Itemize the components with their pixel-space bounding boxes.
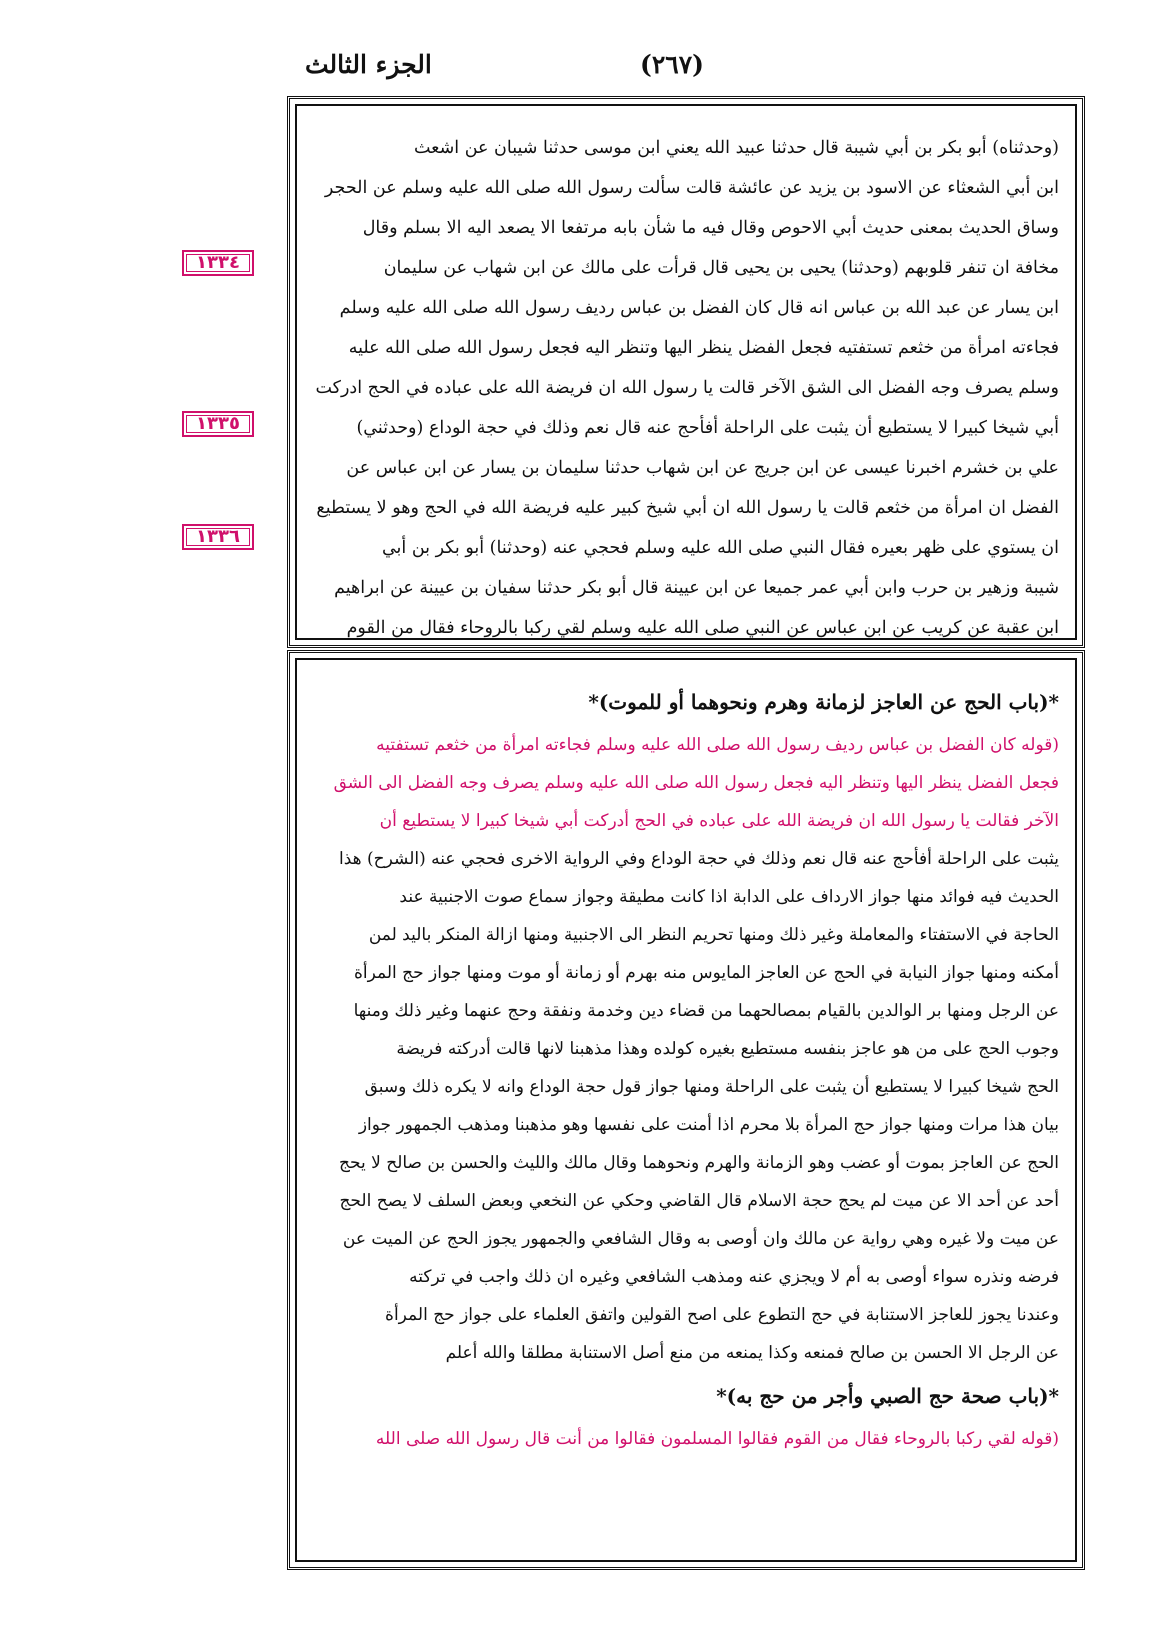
hadith-line: الفضل ان امرأة من خثعم قالت يا رسول الله ان أبي شيخ كبير عليه فريضة الله في الحج وهو لا يستطيع [316,498,1059,518]
hadith-line: علي بن خشرم اخبرنا عيسى عن ابن جريج عن ابن شهاب حدثنا سليمان بن يسار عن ابن عباس عن [346,458,1059,478]
commentary-line: الحديث فيه فوائد منها جواز الارداف على الدابة اذا كانت مطيقة وجواز سماع صوت الاجنبية عند [399,887,1059,907]
commentary-line: وعندنا يجوز للعاجز الاستنابة في حج التطوع على اصح القولين واتفق العلماء على جواز حج المرأة [385,1305,1059,1325]
hadith-line: ابن أبي الشعثاء عن الاسود بن يزيد عن عائشة قالت سألت رسول الله صلى الله عليه وسلم عن الحجر [324,178,1059,198]
commentary-quote-line: الآخر فقالت يا رسول الله ان فريضة الله على عباده في الحج أدركت أبي شيخا كبيرا لا يستطيع أن [379,811,1059,831]
hadith-line: شيبة وزهير بن حرب وابن أبي عمر جميعا عن ابن عيينة قال أبو بكر حدثنا سفيان بن عيينة عن ابراهيم [334,578,1059,598]
hadith-text-frame [287,96,1085,648]
page-header-part: الجزء الثالث [305,50,432,79]
hadith-line: وسلم يصرف وجه الفضل الى الشق الآخر قالت يا رسول الله ان فريضة الله على عباده في الحج ادركت [315,378,1059,398]
commentary-line: الحج شيخا كبيرا لا يستطيع أن يثبت على الراحلة ومنها جواز قول حجة الوداع وانه لا يكره ذلك وسبق [364,1077,1059,1097]
hadith-line: ابن عقبة عن كريب عن ابن عباس عن النبي صلى الله عليه وسلم لقي ركبا بالروحاء فقال من القوم [346,618,1059,638]
commentary-line: يثبت على الراحلة أفأحج عنه قال نعم وذلك في حجة الوداع وفي الرواية الاخرى فحجي عنه (الشرح) هذا [339,849,1059,869]
commentary-line: أمكنه ومنها جواز النيابة في الحج عن العاجز المايوس منه بهرم أو زمانة أو موت ومنها جواز حج المرأة [353,963,1059,983]
hadith-line: وساق الحديث بمعنى حديث أبي الاحوص وقال فيه ما شأن بابه مرتفعا الا يصعد اليه الا بسلم وقال [362,218,1059,238]
commentary-line: الحاجة في الاستفتاء والمعاملة وغير ذلك ومنها تحريم النظر الى الاجنبية ومنها ازالة المنكر باليد لمن [368,925,1059,945]
commentary-line: وجوب الحج على من هو عاجز بنفسه مستطيع بغيره كولده وهذا مذهبنا لانها قالت أدركته فريضة [396,1039,1059,1059]
hadith-line: ان يستوي على ظهر بعيره فقال النبي صلى الله عليه وسلم فحجي عنه (وحدثنا) أبو بكر بن أبي [381,538,1059,558]
hadith-line: فجاءته امرأة من خثعم تستفتيه فجعل الفضل ينظر اليها وتنظر اليه فجعل رسول الله صلى الله عليه [348,338,1059,358]
commentary-line: الحج عن العاجز بموت أو عضب وهو الزمانة والهرم ونحوهما وقال مالك والليث والحسن بن صالح لا يحج [339,1153,1059,1173]
hadith-text-inner-border [295,104,1077,640]
hadith-number-badge: ١٣٣٤ [182,250,254,276]
commentary-line: بيان هذا مرات ومنها جواز حج المرأة بلا محرم اذا أمنت على نفسها وهو مذهبنا ومذهب الجمهور جواز [358,1115,1059,1135]
commentary-frame [287,650,1085,1570]
commentary-quote-line: فجعل الفضل ينظر اليها وتنظر اليه فجعل رسول الله صلى الله عليه وسلم يصرف وجه الفضل الى الشق [333,773,1059,793]
chapter-title: *(باب الحج عن العاجز لزمانة وهرم ونحوهما أو للموت)* [588,690,1059,714]
commentary-line: فرضه ونذره سواء أوصى به أم لا ويجزي عنه ومذهب الشافعي وغيره ان ذلك واجب في تركته [409,1267,1059,1287]
chapter-title: *(باب صحة حج الصبي وأجر من حج به)* [716,1384,1059,1408]
commentary-quote-line: (قوله لقي ركبا بالروحاء فقال من القوم فقالوا المسلمون فقالوا من أنت قال رسول الله صلى الله [375,1429,1059,1449]
hadith-number-badge: ١٣٣٦ [182,524,254,550]
hadith-text-block [313,128,1059,648]
commentary-inner-border [295,658,1077,1562]
commentary-line: عن الرجل ومنها بر الوالدين بالقيام بمصالحهما من قضاء دين وخدمة ونفقة وحج عنهما وغير ذلك ومنها [353,1001,1059,1021]
page-number: (٢٦٧) [640,50,704,79]
commentary-line: عن ميت ولا غيره وهي رواية عن مالك وان أوصى به وقال الشافعي والجمهور يجوز الحج عن الميت عن [342,1229,1059,1249]
commentary-line: أحد عن أحد الا عن ميت لم يحج حجة الاسلام قال القاضي وحكي عن النخعي وبعض السلف لا يصح الحج [339,1191,1059,1211]
hadith-line: مخافة ان تنفر قلوبهم (وحدثنا) يحيى بن يحيى قال قرأت على مالك عن ابن شهاب عن سليمان [383,258,1059,278]
hadith-line: ابن يسار عن عبد الله بن عباس انه قال كان الفضل بن عباس رديف رسول الله صلى الله عليه وسلم [339,298,1059,318]
hadith-line: (وحدثناه) أبو بكر بن أبي شيبة قال حدثنا عبيد الله يعني ابن موسى حدثنا شيبان عن اشعث [413,138,1059,158]
hadith-line: أبي شيخا كبيرا لا يستطيع أن يثبت على الراحلة أفأحج عنه قال نعم وذلك في حجة الوداع (وحدثني) [356,418,1059,438]
hadith-number-badge: ١٣٣٥ [182,411,254,437]
commentary-text-block [313,678,1059,1458]
commentary-line: عن الرجل الا الحسن بن صالح فمنعه وكذا يمنعه من منع أصل الاستنابة مطلقا والله أعلم [445,1343,1059,1363]
commentary-quote-line: (قوله كان الفضل بن عباس رديف رسول الله صلى الله عليه وسلم فجاءته امرأة من خثعم تستفتيه [376,735,1059,755]
